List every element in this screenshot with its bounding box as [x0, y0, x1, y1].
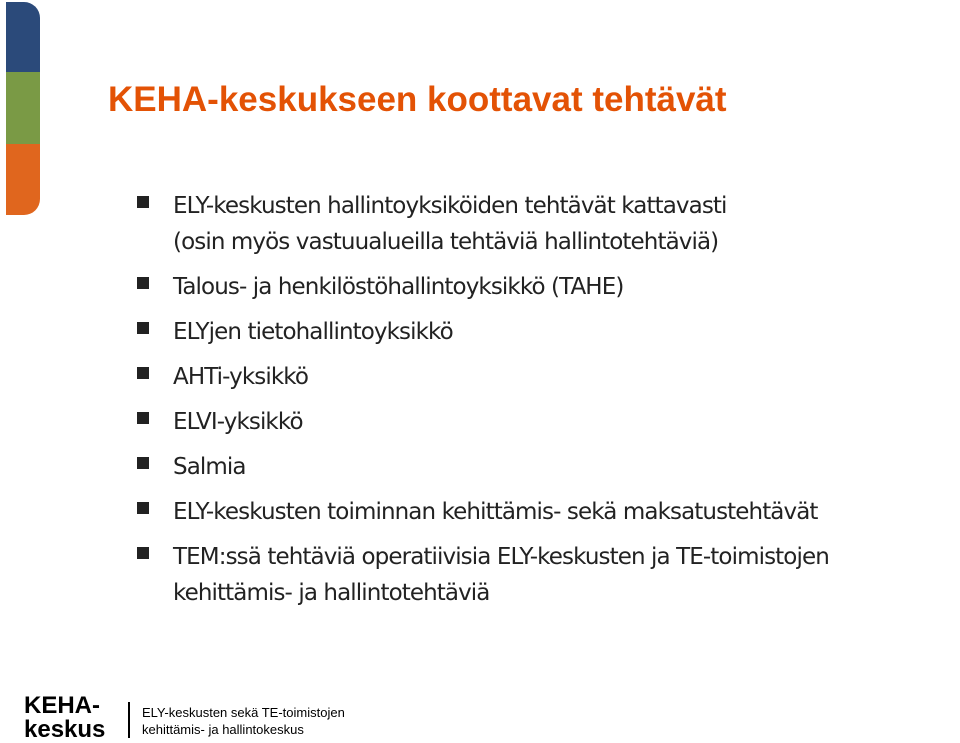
strip-blue-segment [6, 2, 40, 72]
logo-divider [128, 702, 130, 738]
strip-orange-segment [6, 144, 40, 215]
logo-desc-line2: kehittämis- ja hallintokeskus [142, 722, 304, 737]
square-bullet-icon [137, 322, 149, 334]
bullet-text: Salmia [173, 454, 246, 480]
bullet-item [137, 404, 957, 440]
logo-text-line2: keskus [24, 716, 106, 743]
bullet-list [137, 188, 957, 620]
bullet-item [137, 269, 957, 305]
logo-description [142, 704, 345, 738]
square-bullet-icon [137, 277, 149, 289]
bullet-text: TEM:ssä tehtäviä operatiivisia ELY-keskusten ja TE-toimistojen [173, 544, 829, 570]
footer-logo [24, 692, 444, 743]
bullet-item [137, 539, 957, 611]
logo-desc-line1: ELY-keskusten sekä TE-toimistojen [142, 705, 345, 720]
bullet-text: ELVI-yksikkö [173, 409, 303, 435]
bullet-item [137, 449, 957, 485]
bullet-item [137, 494, 957, 530]
bullet-item [137, 314, 957, 350]
bullet-text: kehittämis- ja hallintotehtäviä [173, 580, 490, 606]
square-bullet-icon [137, 196, 149, 208]
square-bullet-icon [137, 367, 149, 379]
square-bullet-icon [137, 457, 149, 469]
bullet-text: ELY-keskusten hallintoyksiköiden tehtävät kattavasti [173, 193, 727, 219]
bullet-text: Talous- ja henkilöstöhallintoyksikkö (TAHE) [173, 274, 624, 300]
bullet-text: AHTi-yksikkö [173, 364, 309, 390]
slide-title: KEHA-keskukseen koottavat tehtävät [108, 80, 727, 119]
square-bullet-icon [137, 547, 149, 559]
bullet-text: ELYjen tietohallintoyksikkö [173, 319, 453, 345]
strip-green-segment [6, 72, 40, 144]
bullet-item [137, 359, 957, 395]
keha-logo [24, 694, 105, 742]
bullet-item [137, 188, 957, 260]
bullet-text: ELY-keskusten toiminnan kehittämis- sekä maksatustehtävät [173, 499, 818, 525]
square-bullet-icon [137, 412, 149, 424]
side-color-strip [6, 2, 40, 215]
bullet-text: (osin myös vastuualueilla tehtäviä hallintotehtäviä) [173, 229, 719, 255]
logo-text-line1: KEHA- [24, 692, 100, 719]
square-bullet-icon [137, 502, 149, 514]
